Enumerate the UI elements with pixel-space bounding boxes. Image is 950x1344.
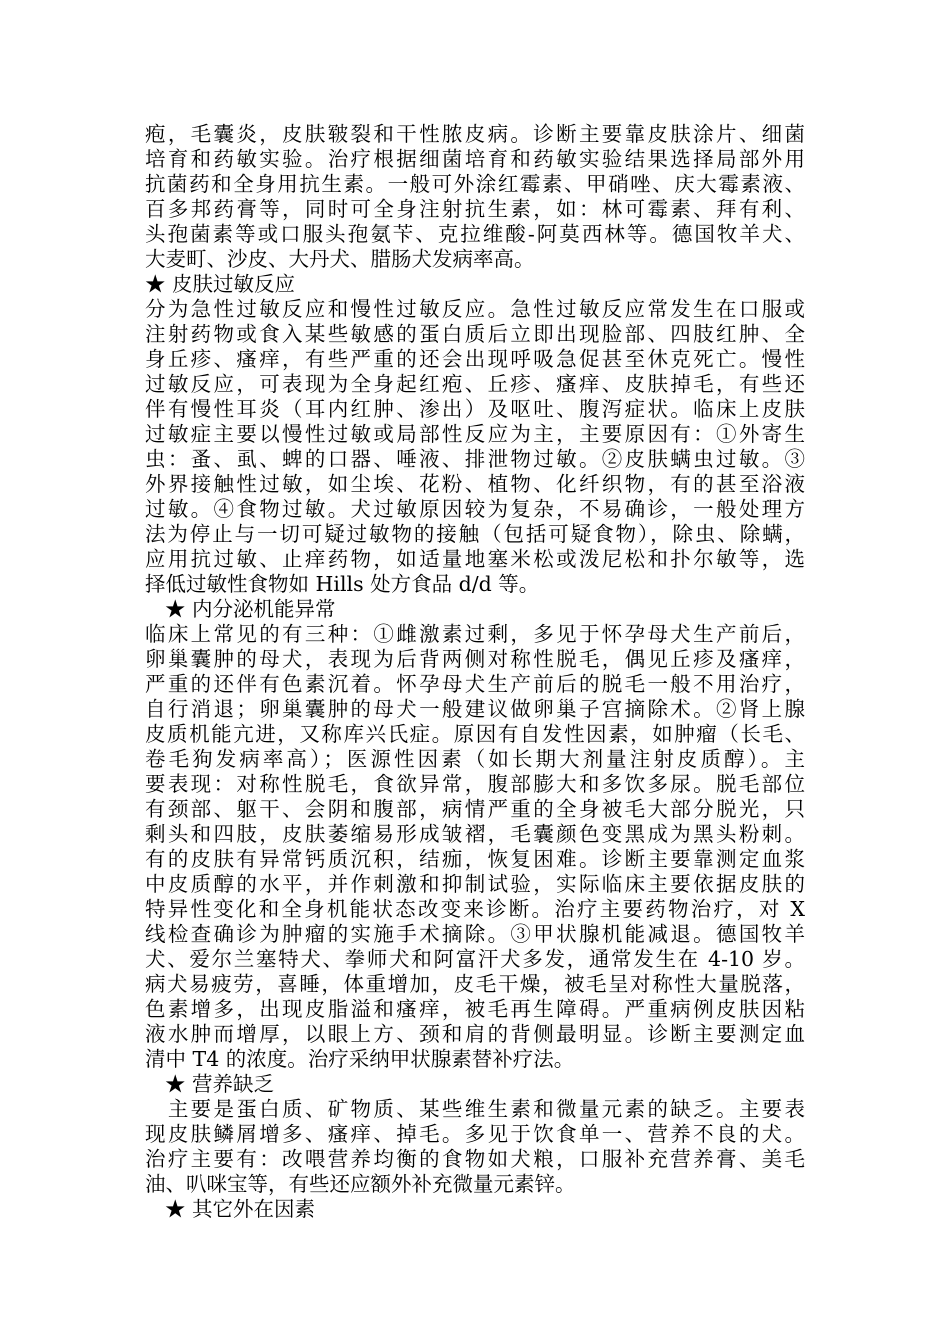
paragraph-line: 犬、爱尔兰塞特犬、拳师犬和阿富汗犬多发，通常发生在 4-10 岁。	[145, 947, 805, 971]
paragraph-line: 液水肿而增厚，以眼上方、颈和肩的背侧最明显。诊断主要测定血	[145, 1022, 805, 1046]
section-heading: ★ 其它外在因素	[165, 1197, 316, 1221]
heading-other-factors	[145, 1197, 805, 1222]
paragraph-line: 外界接触性过敏，如尘埃、花粉、植物、化纤织物，有的甚至浴液	[145, 472, 805, 496]
heading-endocrine	[145, 597, 805, 622]
paragraph-line: 过敏。④食物过敏。犬过敏原因较为复杂，不易确诊，一般处理方	[145, 497, 805, 521]
paragraph-line: 中皮质醇的水平，并作刺激和抑制试验，实际临床主要依据皮肤的	[145, 872, 805, 896]
paragraph-line: 法为停止与一切可疑过敏物的接触（包括可疑食物），除虫、除螨，	[145, 522, 805, 546]
paragraph-nutrition	[145, 1097, 805, 1197]
paragraph-line: 现皮肤鳞屑增多、瘙痒、掉毛。多见于饮食单一、营养不良的犬。	[145, 1122, 805, 1146]
paragraph-line: 油、叭咪宝等，有些还应额外补充微量元素锌。	[145, 1172, 576, 1196]
paragraph-line: 清中 T4 的浓度。治疗采纳甲状腺素替补疗法。	[145, 1047, 575, 1071]
paragraph-skin-infection-end	[145, 122, 805, 272]
paragraph-line: 身丘疹、瘙痒，有些严重的还会出现呼吸急促甚至休克死亡。慢性	[145, 347, 805, 371]
paragraph-line: 伴有慢性耳炎（耳内红肿、渗出）及呕吐、腹泻症状。临床上皮肤	[145, 397, 805, 421]
paragraph-line: 特异性变化和全身机能状态改变来诊断。治疗主要药物治疗，对 X	[145, 897, 805, 921]
paragraph-line: 临床上常见的有三种：①雌激素过剩，多见于怀孕母犬生产前后，	[145, 622, 805, 646]
paragraph-line: 注射药物或食入某些敏感的蛋白质后立即出现脸部、四肢红肿、全	[145, 322, 805, 346]
heading-skin-allergy	[145, 272, 805, 297]
paragraph-line: 严重的还伴有色素沉着。怀孕母犬生产前后的脱毛一般不用治疗，	[145, 672, 805, 696]
paragraph-line: 皮质机能亢进，又称库兴氏症。原因有自发性因素，如肿瘤（长毛、	[145, 722, 805, 746]
paragraph-line: 剩头和四肢，皮肤萎缩易形成皱褶，毛囊颜色变黑成为黑头粉刺。	[145, 822, 805, 846]
paragraph-line: 治疗主要有：改喂营养均衡的食物如犬粮，口服补充营养膏、美毛	[145, 1147, 805, 1171]
paragraph-line: 主要是蛋白质、矿物质、某些维生素和微量元素的缺乏。主要表	[145, 1097, 805, 1121]
paragraph-line: 自行消退；卵巢囊肿的母犬一般建议做卵巢子宫摘除术。②肾上腺	[145, 697, 805, 721]
paragraph-line: 色素增多，出现皮脂溢和瘙痒，被毛再生障碍。严重病例皮肤因粘	[145, 997, 805, 1021]
paragraph-line: 培育和药敏实验。治疗根据细菌培育和药敏实验结果选择局部外用	[145, 147, 805, 171]
paragraph-line: 应用抗过敏、止痒药物，如适量地塞米松或泼尼松和扑尔敏等，选	[145, 547, 805, 571]
section-heading: ★ 内分泌机能异常	[165, 597, 336, 621]
paragraph-line: 抗菌药和全身用抗生素。一般可外涂红霉素、甲硝唑、庆大霉素液、	[145, 172, 805, 196]
paragraph-line: 要表现：对称性脱毛，食欲异常，腹部膨大和多饮多尿。脱毛部位	[145, 772, 805, 796]
paragraph-line: 有的皮肤有异常钙质沉积，结痂，恢复困难。诊断主要靠测定血浆	[145, 847, 805, 871]
paragraph-line: 百多邦药膏等，同时可全身注射抗生素，如：林可霉素、拜有利、	[145, 197, 805, 221]
document-body	[145, 122, 805, 1222]
paragraph-line: 线检查确诊为肿瘤的实施手术摘除。③甲状腺机能减退。德国牧羊	[145, 922, 805, 946]
paragraph-line: 卷毛狗发病率高）；医源性因素（如长期大剂量注射皮质醇）。主	[145, 747, 805, 771]
paragraph-line: 大麦町、沙皮、大丹犬、腊肠犬发病率高。	[145, 247, 535, 271]
paragraph-line: 病犬易疲劳，喜睡，体重增加，皮毛干燥，被毛呈对称性大量脱落，	[145, 972, 805, 996]
paragraph-line: 分为急性过敏反应和慢性过敏反应。急性过敏反应常发生在口服或	[145, 297, 805, 321]
paragraph-line: 疱，毛囊炎，皮肤皲裂和干性脓皮病。诊断主要靠皮肤涂片、细菌	[145, 122, 805, 146]
section-heading: ★ 皮肤过敏反应	[145, 272, 296, 296]
paragraph-line: 虫：蚤、虱、蜱的口器、唾液、排泄物过敏。②皮肤螨虫过敏。③	[145, 447, 805, 471]
paragraph-endocrine	[145, 622, 805, 1072]
paragraph-line: 择低过敏性食物如 Hills 处方食品 d/d 等。	[145, 572, 540, 596]
paragraph-line: 过敏症主要以慢性过敏或局部性反应为主，主要原因有：①外寄生	[145, 422, 805, 446]
paragraph-line: 头孢菌素等或口服头孢氨苄、克拉维酸-阿莫西林等。德国牧羊犬、	[145, 222, 805, 246]
paragraph-line: 过敏反应，可表现为全身起红疱、丘疹、瘙痒、皮肤掉毛，有些还	[145, 372, 805, 396]
heading-nutrition	[145, 1072, 805, 1097]
paragraph-skin-allergy	[145, 297, 805, 597]
paragraph-line: 卵巢囊肿的母犬，表现为后背两侧对称性脱毛，偶见丘疹及瘙痒，	[145, 647, 805, 671]
paragraph-line: 有颈部、躯干、会阴和腹部，病情严重的全身被毛大部分脱光，只	[145, 797, 805, 821]
section-heading: ★ 营养缺乏	[165, 1072, 275, 1096]
